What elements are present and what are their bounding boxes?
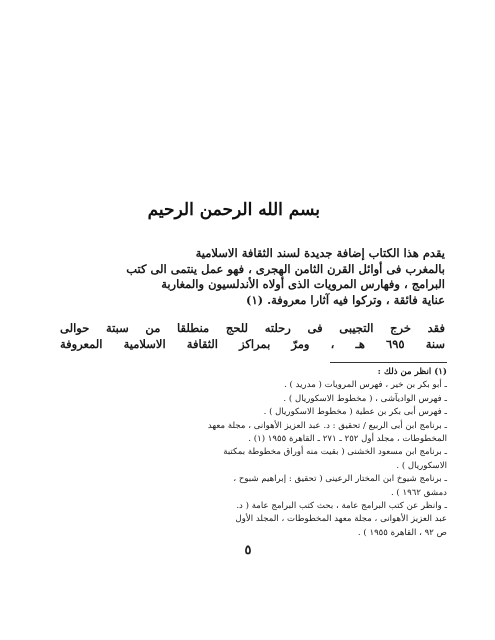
footnote-line: ص ٩٢ ، القاهرة ١٩٥٥ ) . <box>357 527 447 538</box>
footnote-line: ـ برنامج ابن مسعود الخشنى ( بقيت منه أوراق مخطوطة بمكتبة <box>223 447 447 458</box>
footnote-line: المخطوطات ، مجلد أول ٢٥٢ ـ ٢٧١ ـ القاهرة ١٩٥٥ (١) . <box>248 434 447 445</box>
footnote-line: ـ وانظر عن كتب البرامج عامة ، بحث كتب البرامج عامة ( د. <box>236 501 447 512</box>
paragraph-line: فقد خرج التجيبى فى رحلته للحج منطلقا من سبتة حوالى <box>60 321 445 335</box>
footnotes <box>90 366 447 540</box>
footnote-line: ـ فهرس أبى بكر بن عطية ( مخطوط الاسكوريال ) . <box>263 407 447 418</box>
intro-line: البرامج ، وفهارس المرويات الذى أولاه الأندلسيون والمغاربة <box>161 277 445 291</box>
basmala-text: بسم الله الرحمن الرحيم <box>147 200 320 220</box>
footnote-line: ـ أبو بكر بن خير ، فهرس المرويات ( مدريد ) . <box>284 380 447 391</box>
paragraph-line: سنة ٦٩٥ هـ ، ومرّ بمراكز الثقافة الاسلامية المعروفة <box>60 337 445 351</box>
second-paragraph <box>60 320 445 352</box>
intro-line: يقدم هذا الكتاب إضافة جديدة لسند الثقافة الاسلامية <box>195 246 445 260</box>
footnote-divider <box>330 362 447 363</box>
footnote-line: عبد العزيز الأهوانى ، مجلة معهد المخطوطات ، المجلد الأول <box>235 514 447 525</box>
footnote-line: ـ برنامج شيوخ ابن المختار الرعينى ( تحقيق : إبراهيم شبوح ، <box>233 474 447 485</box>
footnote-heading: (١) انظر من ذلك : <box>377 367 447 377</box>
intro-paragraph <box>60 246 445 308</box>
page-number: ٥ <box>244 543 252 558</box>
footnote-line: دمشق ١٩٦٢ ) . <box>390 487 447 498</box>
footnote-line: ـ برنامج ابن أبى الربيع / تحقيق : د. عبد العزيز الأهوانى ، مجلة معهد <box>207 420 447 431</box>
intro-line: بالمغرب فى أوائل القرن الثامن الهجرى ، فهو عمل ينتمى الى كتب <box>126 261 445 276</box>
footnote-line: ـ فهرس الواديآشى ، ( مخطوط الاسكوريال ) . <box>283 393 447 404</box>
intro-line: عناية فائقة ، وتركوا فيه آثارا معروفة. (١) <box>246 292 445 307</box>
basmala-calligraphy <box>147 185 320 235</box>
footnote-line: الاسكوريال ) . <box>396 460 447 471</box>
